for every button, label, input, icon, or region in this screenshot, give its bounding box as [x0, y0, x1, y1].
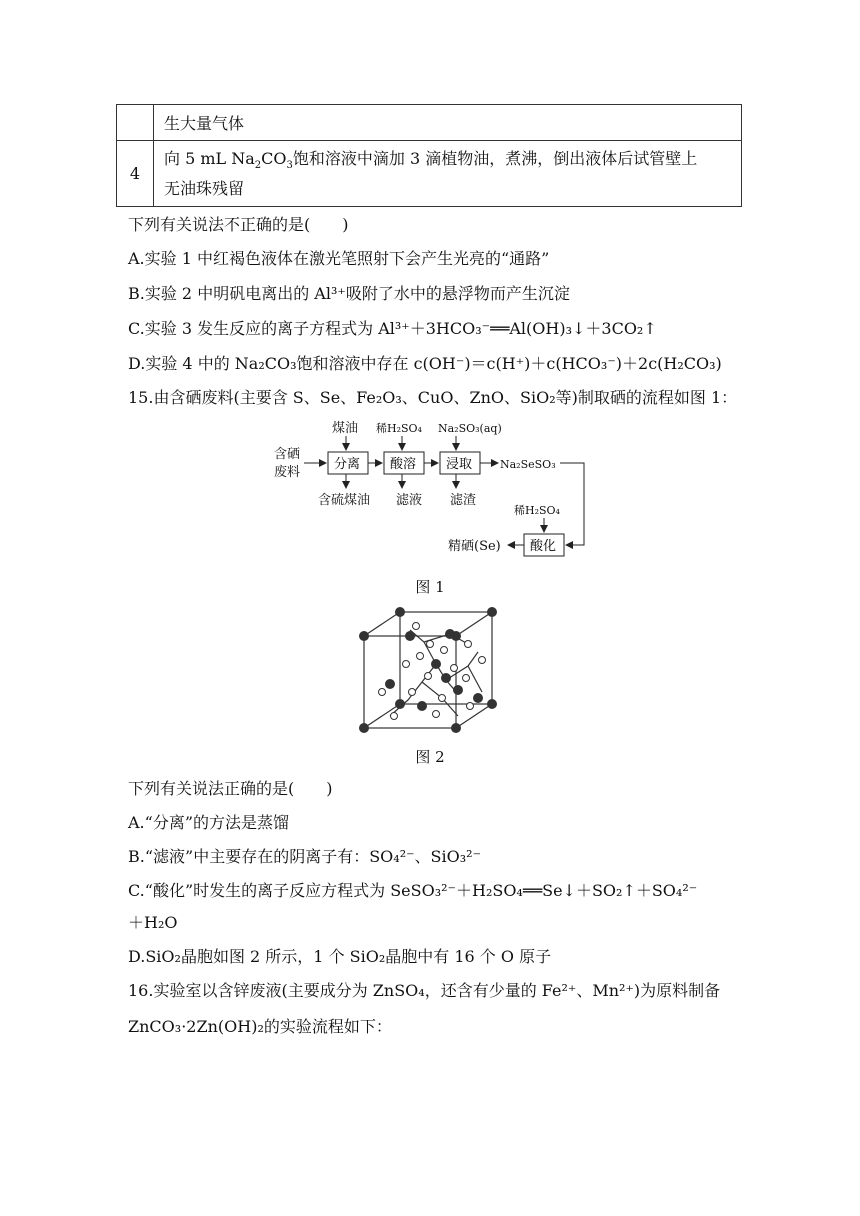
q14-option-d: D.实验 4 中的 Na₂CO₃饱和溶液中存在 c(OH⁻)＝c(H⁺)＋c(HCO₃⁻)＋2c(H₂CO₃) [128, 354, 722, 373]
flow-reagent2: 稀H₂SO₄ [376, 422, 422, 435]
flow-final: 精硒(Se) [448, 539, 501, 554]
flow-out1: 含硫煤油 [318, 493, 371, 508]
flow-diagram [260, 412, 610, 560]
q15-stem: 15.由含硒废料(主要含 S、Se、Fe₂O₃、CuO、ZnO、SiO₂等)制取硒的流程如图 1： [128, 388, 738, 407]
fig1-caption: 图 1 [415, 578, 445, 596]
q14-option-a: A.实验 1 中红褐色液体在激光笔照射下会产生光亮的“通路” [128, 249, 550, 268]
q15-option-d: D.SiO₂晶胞如图 2 所示，1 个 SiO₂晶胞中有 16 个 O 原子 [128, 947, 552, 966]
q14-option-c: C.实验 3 发生反应的离子方程式为 Al³⁺＋3HCO₃⁻══Al(OH)₃↓＋3CO₂↑ [128, 319, 657, 338]
q15-option-c-line2: ＋H₂O [128, 913, 178, 932]
q16-line1: 16.实验室以含锌废液(主要成分为 ZnSO₄，还含有少量的 Fe²⁺、Mn²⁺)为原料制备 [128, 981, 721, 1000]
sio2-unit-cell [350, 606, 510, 736]
q14-stem: 下列有关说法不正确的是( ) [128, 215, 349, 234]
flow-out3: 滤渣 [450, 493, 477, 508]
q15-option-c-line1: C.“酸化”时发生的离子反应方程式为 SeSO₃²⁻＋H₂SO₄══Se↓＋SO₂↑＋SO₄²⁻ [128, 881, 698, 900]
flow-product: Na₂SeSO₃ [500, 458, 556, 471]
table-row-prev-text: 生大量气体 [154, 105, 742, 141]
q15-option-b: B.“滤液”中主要存在的阴离子有：SO₄²⁻、SiO₃²⁻ [128, 847, 482, 866]
flow-out2: 滤液 [396, 493, 423, 508]
flow-input-line2: 废料 [274, 465, 301, 480]
flow-reagent3: Na₂SO₃(aq) [438, 422, 502, 435]
table-row4-text: 向 5 mL $Na_2CO_3$饱和溶液中滴加 3 滴植物油，煮沸，倒出液体后试管壁上 无油珠残留 [154, 141, 742, 207]
o-atoms [379, 623, 486, 720]
q16-line2: ZnCO₃·2Zn(OH)₂的实验流程如下： [128, 1017, 392, 1036]
q14-option-b: B.实验 2 中明矾电离出的 Al³⁺吸附了水中的悬浮物而产生沉淀 [128, 284, 570, 303]
flow-input-line1: 含硒 [274, 447, 301, 462]
q15-option-a: A.“分离”的方法是蒸馏 [128, 813, 290, 832]
flow-reagent4: 稀H₂SO₄ [514, 504, 560, 517]
q15-stem2: 下列有关说法正确的是( ) [128, 779, 333, 798]
table-row-prev-num [117, 105, 154, 141]
flow-box2-label: 酸溶 [390, 457, 417, 472]
fig2-caption: 图 2 [415, 748, 445, 766]
flow-return-line [560, 463, 584, 545]
flow-box1-label: 分离 [334, 457, 361, 472]
table-row4-num: 4 [117, 141, 154, 207]
flow-box4-label: 酸化 [530, 539, 557, 554]
experiment-table [116, 104, 742, 207]
flow-box3-label: 浸取 [446, 457, 473, 472]
flow-reagent1: 煤油 [332, 421, 359, 436]
